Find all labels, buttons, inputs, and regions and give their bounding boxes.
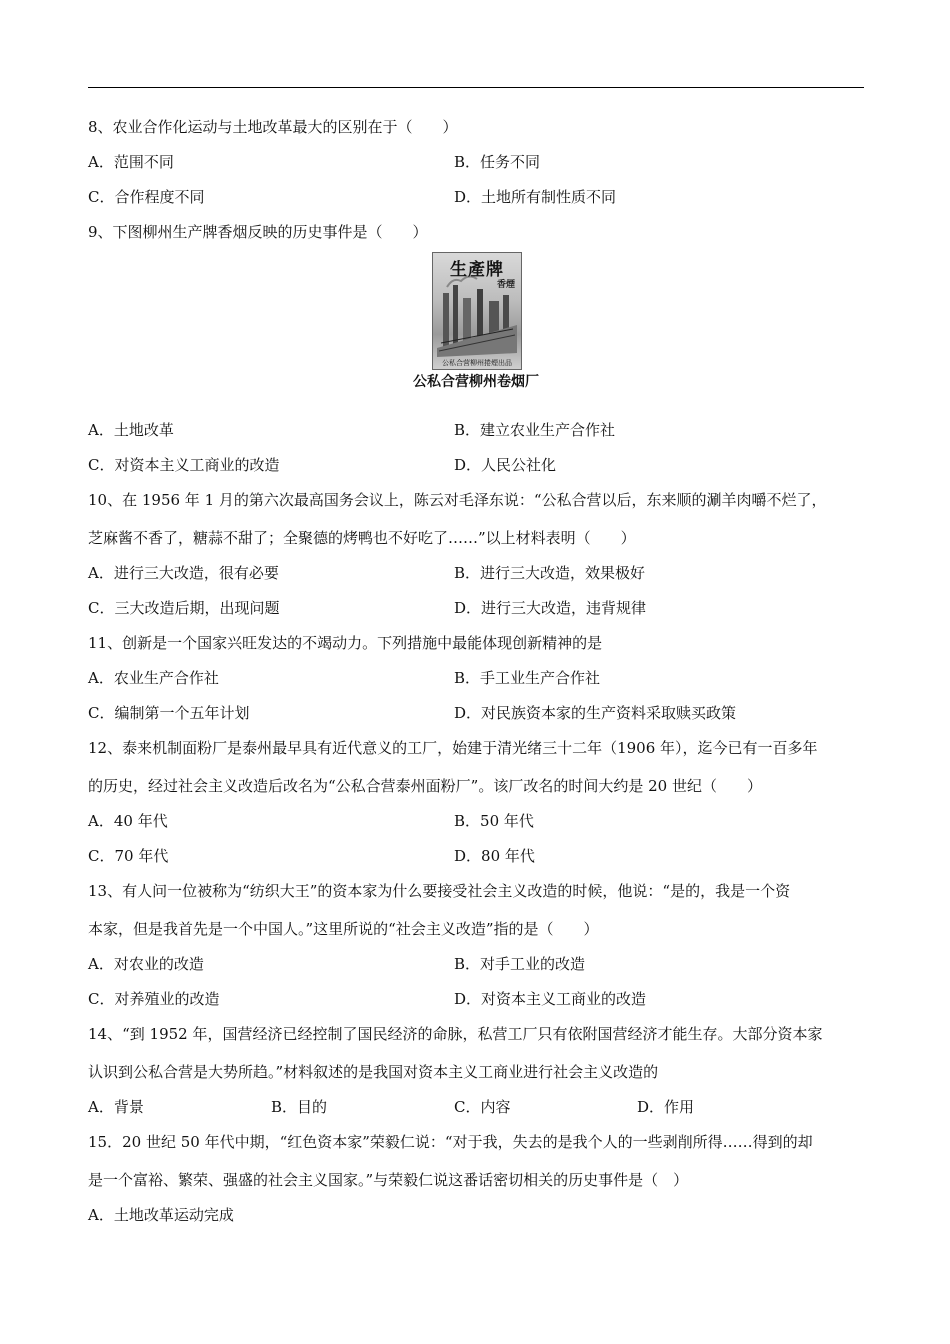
- header-rule: [88, 87, 864, 88]
- question-14-stem-line-1: 14、“到 1952 年，国营经济已经控制了国民经济的命脉，私营工厂只有依附国营经济才能生存。大部分资本家: [88, 1025, 823, 1043]
- q13-option-c: C．对养殖业的改造: [88, 990, 220, 1008]
- q13-option-a: A．对农业的改造: [88, 955, 204, 973]
- question-10-stem-line-2: 芝麻酱不香了，糖蒜不甜了；全聚德的烤鸭也不好吃了……”以上材料表明（ ）: [88, 529, 636, 547]
- cigarette-pack-image: [432, 252, 522, 370]
- q11-option-d: D．对民族资本家的生产资料采取赎买政策: [454, 704, 737, 722]
- q8-option-d: D．土地所有制性质不同: [454, 188, 617, 206]
- q12-option-a: A．40 年代: [88, 812, 168, 830]
- q14-option-b: B．目的: [271, 1098, 328, 1116]
- question-13-stem-line-1: 13、有人问一位被称为“纺织大王”的资本家为什么要接受社会主义改造的时候，他说：“是的，我是一个资: [88, 882, 791, 900]
- q9-option-b: B．建立农业生产合作社: [454, 421, 616, 439]
- q10-option-b: B．进行三大改造，效果极好: [454, 564, 646, 582]
- q8-option-c: C．合作程度不同: [88, 188, 205, 206]
- figure-caption: 公私合营柳州卷烟厂: [413, 374, 539, 390]
- question-12-stem-line-1: 12、泰来机制面粉厂是泰州最早具有近代意义的工厂，始建于清光绪三十二年（1906 年），迄今已有一百多年: [88, 739, 818, 757]
- q13-option-d: D．对资本主义工商业的改造: [454, 990, 647, 1008]
- cigarette-sub: 香煙: [496, 280, 515, 290]
- q14-option-d: D．作用: [637, 1098, 695, 1116]
- q12-option-c: C．70 年代: [88, 847, 169, 865]
- q8-option-a: A．范围不同: [88, 153, 174, 171]
- question-8-stem: 8、农业合作化运动与土地改革最大的区别在于（ ）: [88, 118, 458, 136]
- cigarette-bottom-text: 公私合营柳州捲煙出品: [442, 359, 512, 367]
- question-14-stem-line-2: 认识到公私合营是大势所趋。”材料叙述的是我国对资本主义工商业进行社会主义改造的: [88, 1063, 659, 1081]
- q14-option-a: A．背景: [88, 1098, 144, 1116]
- q14-option-c: C．内容: [454, 1098, 511, 1116]
- question-15-stem-line-2: 是一个富裕、繁荣、强盛的社会主义国家。”与荣毅仁说这番话密切相关的历史事件是（ ）: [88, 1171, 689, 1189]
- q11-option-a: A．农业生产合作社: [88, 669, 219, 687]
- q12-option-b: B．50 年代: [454, 812, 534, 830]
- q12-option-d: D．80 年代: [454, 847, 535, 865]
- q9-option-c: C．对资本主义工商业的改造: [88, 456, 280, 474]
- cigarette-brand: 生產牌: [450, 260, 504, 280]
- q9-option-a: A．土地改革: [88, 421, 174, 439]
- q13-option-b: B．对手工业的改造: [454, 955, 586, 973]
- q10-option-c: C．三大改造后期，出现问题: [88, 599, 280, 617]
- q8-option-b: B．任务不同: [454, 153, 541, 171]
- question-9-stem: 9、下图柳州生产牌香烟反映的历史事件是（ ）: [88, 223, 428, 241]
- q9-option-d: D．人民公社化: [454, 456, 557, 474]
- question-15-stem-line-1: 15．20 世纪 50 年代中期，“红色资本家”荣毅仁说：“对于我，失去的是我个人的一些剥削所得……得到的却: [88, 1133, 813, 1151]
- question-11-stem: 11、创新是一个国家兴旺发达的不竭动力。下列措施中最能体现创新精神的是: [88, 634, 603, 652]
- q10-option-a: A．进行三大改造，很有必要: [88, 564, 279, 582]
- question-13-stem-line-2: 本家，但是我首先是一个中国人。”这里所说的“社会主义改造”指的是（ ）: [88, 920, 599, 938]
- q11-option-b: B．手工业生产合作社: [454, 669, 601, 687]
- q10-option-d: D．进行三大改造，违背规律: [454, 599, 647, 617]
- q15-option-a: A．土地改革运动完成: [88, 1206, 234, 1224]
- q11-option-c: C．编制第一个五年计划: [88, 704, 250, 722]
- question-12-stem-line-2: 的历史，经过社会主义改造后改名为“公私合营泰州面粉厂”。该厂改名的时间大约是 20 世纪（ ）: [88, 777, 762, 795]
- question-10-stem-line-1: 10、在 1956 年 1 月的第六次最高国务会议上，陈云对毛泽东说：“公私合营以后，东来顺的涮羊肉嚼不烂了，: [88, 491, 827, 509]
